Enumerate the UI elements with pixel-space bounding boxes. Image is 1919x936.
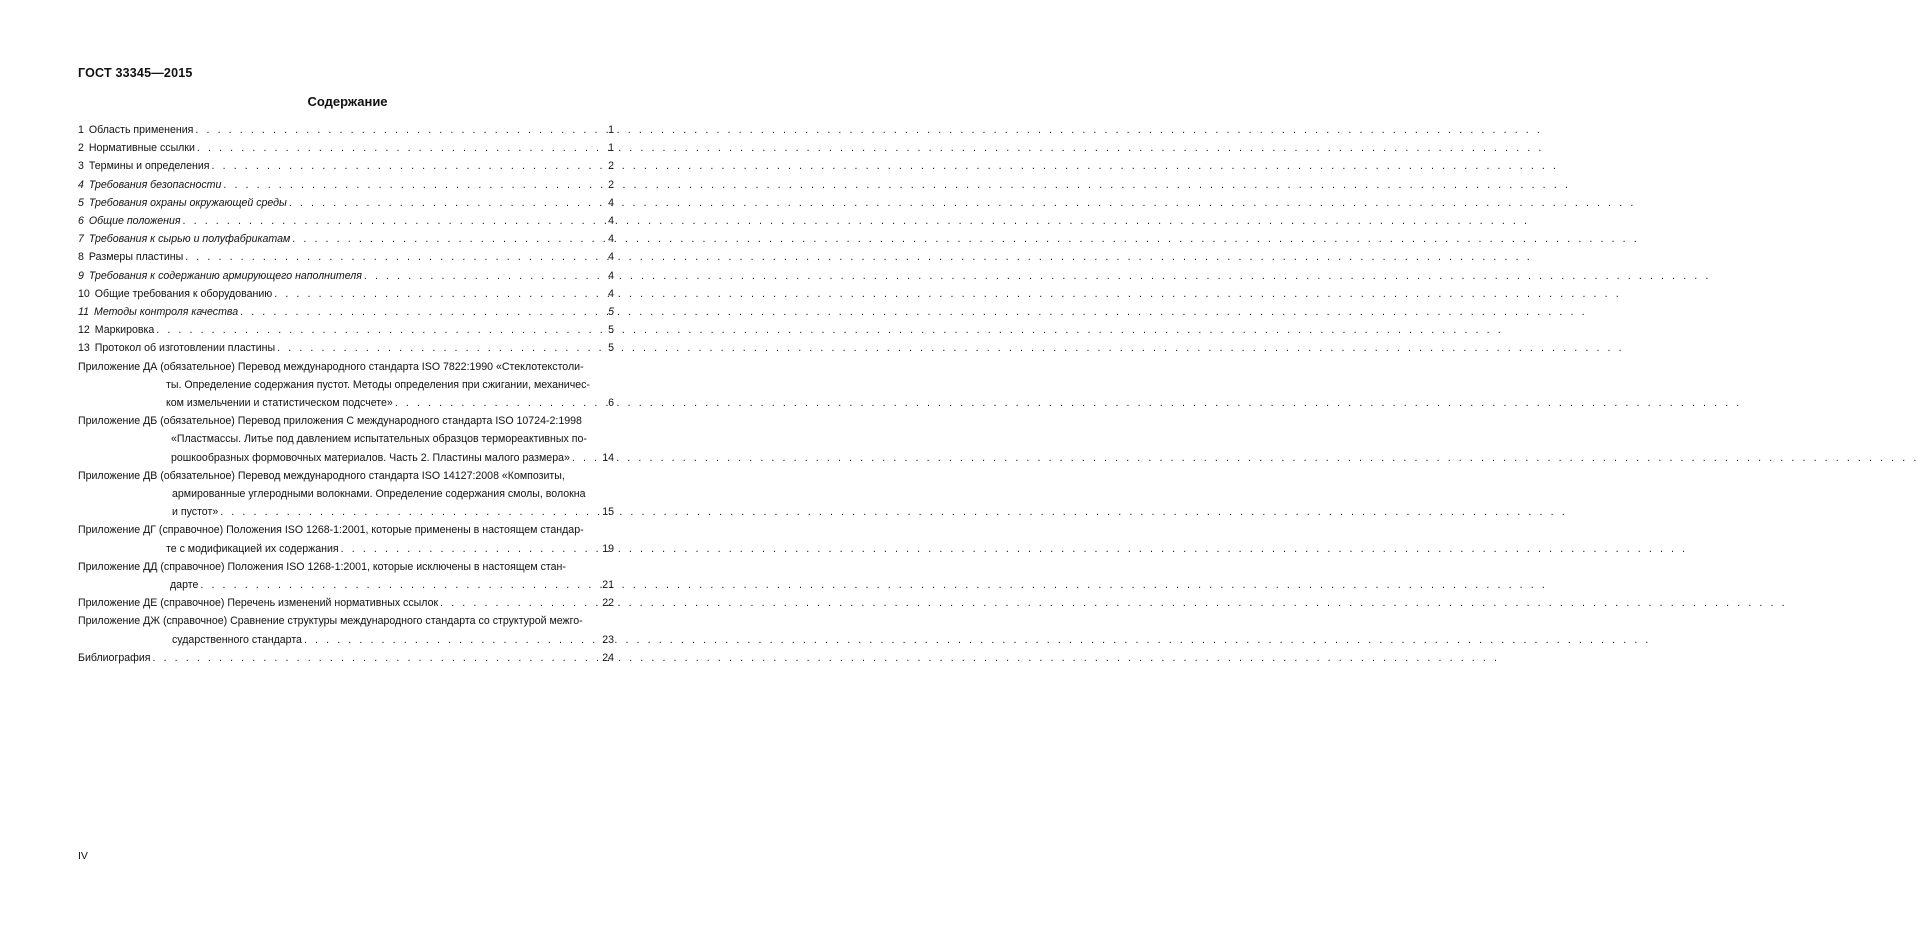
toc-item-number: 7 — [78, 233, 84, 246]
leader-dots — [570, 449, 602, 467]
toc-item-text — [78, 339, 275, 357]
leader-dots — [272, 285, 608, 303]
toc-item-text — [78, 121, 193, 139]
toc-item-10[interactable] — [78, 285, 614, 303]
bibliography-label: Библиография — [78, 651, 151, 664]
toc-item-title: Методы контроля качества — [94, 306, 239, 319]
toc-item-text — [78, 303, 238, 321]
toc-item-12[interactable] — [78, 321, 614, 339]
leader-dots — [210, 157, 609, 175]
toc-item-5[interactable] — [78, 194, 614, 212]
toc-sections — [78, 121, 614, 358]
toc-item-page: 2 — [608, 160, 614, 173]
toc-item-title: Размеры пластины — [88, 251, 184, 264]
toc-item-number: 5 — [78, 196, 84, 209]
appendix-de-line1: Приложение ДЕ (справочное) Перечень изменений нормативных ссылок — [78, 597, 439, 610]
toc-item-number: 3 — [78, 160, 84, 173]
toc-item-number: 13 — [78, 342, 90, 355]
leader-dots — [150, 649, 602, 667]
appendix-dv-line2: армированные углеродными волокнами. Определение содержания смолы, волокна — [172, 488, 586, 501]
toc-item-page: 2 — [608, 178, 614, 191]
appendix-dv-page: 15 — [602, 506, 614, 519]
toc-item-7[interactable] — [78, 230, 614, 248]
toc-item-title: Нормативные ссылки — [88, 142, 195, 155]
toc-item-number: 12 — [78, 324, 90, 337]
toc-item-8[interactable] — [78, 248, 614, 266]
toc-item-number: 11 — [78, 306, 89, 319]
bibliography-page: 24 — [602, 651, 614, 664]
appendix-da[interactable] — [78, 358, 614, 413]
toc-item-text — [78, 176, 221, 194]
toc-item-number: 8 — [78, 251, 84, 264]
toc-item-page: 4 — [608, 196, 614, 209]
leader-dots — [238, 303, 608, 321]
toc-item-title: Термины и определения — [88, 160, 210, 173]
toc-item-page: 5 — [608, 324, 614, 337]
toc-item-number: 9 — [78, 269, 84, 282]
toc-item-text — [78, 157, 210, 175]
toc-item-title: Требования к сырью и полуфабрикатам — [88, 233, 291, 246]
toc-item-page: 4 — [608, 233, 614, 246]
toc-item-title: Требования охраны окружающей среды — [88, 196, 287, 209]
appendix-da-page: 6 — [608, 397, 614, 410]
leader-dots — [339, 540, 603, 558]
toc-item-9[interactable] — [78, 267, 614, 285]
toc-item-text — [78, 139, 195, 157]
toc-item-title: Общие положения — [88, 215, 181, 228]
appendix-dv[interactable] — [78, 467, 614, 522]
bibliography-entry[interactable] — [78, 649, 614, 667]
toc-item-page: 4 — [608, 251, 614, 264]
appendix-dd-line2: дарте — [170, 579, 199, 592]
toc-item-number: 10 — [78, 287, 90, 300]
appendix-dzh-line2: сударственного стандарта — [172, 633, 302, 646]
leader-dots — [221, 176, 608, 194]
leader-dots — [290, 230, 608, 248]
page-number-roman: IV — [78, 850, 88, 862]
toc-item-title: Маркировка — [94, 324, 155, 337]
leader-dots — [181, 212, 609, 230]
appendix-dzh-page: 23 — [602, 633, 614, 646]
toc-item-title: Область применения — [88, 124, 194, 136]
appendix-db-page: 14 — [602, 451, 614, 464]
leader-dots — [393, 394, 608, 412]
toc-item-11[interactable] — [78, 303, 614, 321]
toc-item-page: 1 — [608, 124, 614, 136]
appendix-dd-page: 21 — [602, 579, 614, 592]
toc-item-page: 5 — [608, 342, 614, 355]
leader-dots — [362, 267, 608, 285]
toc-item-2[interactable] — [78, 139, 614, 157]
appendix-da-line1: Приложение ДА (обязательное) Перевод международного стандарта ISO 7822:1990 «Стеклотекстоли- — [78, 360, 584, 373]
leader-dots — [193, 121, 608, 139]
toc-item-page: 4 — [608, 215, 614, 228]
appendix-da-line2: ты. Определение содержания пустот. Методы определения при сжигании, механичес- — [166, 378, 590, 391]
toc-item-text — [78, 321, 154, 339]
toc-item-text — [78, 194, 287, 212]
appendix-dzh[interactable] — [78, 612, 614, 648]
appendix-db-line2: «Пластмассы. Литье под давлением испытательных образцов термореактивных по- — [171, 433, 587, 446]
toc-item-title: Требования безопасности — [88, 178, 222, 191]
toc-item-title: Общие требования к оборудованию — [94, 287, 273, 300]
leader-dots — [198, 576, 602, 594]
toc-item-4[interactable] — [78, 176, 614, 194]
toc-item-number: 6 — [78, 215, 84, 228]
appendix-db-line1: Приложение ДБ (обязательное) Перевод приложения С международного стандарта ISO 10724-2:1998 — [78, 415, 582, 428]
appendix-dzh-line1: Приложение ДЖ (справочное) Сравнение структуры международного стандарта со структурой межго- — [78, 615, 583, 628]
appendix-da-line3: ком измельчении и статистическом подсчете» — [166, 397, 393, 410]
appendix-dg-page: 19 — [602, 542, 614, 555]
appendix-dg-line2: те с модификацией их содержания — [166, 542, 339, 555]
appendix-dv-line3: и пустот» — [172, 506, 219, 519]
appendix-de[interactable] — [78, 594, 614, 612]
toc-item-1[interactable] — [78, 121, 614, 139]
toc-item-number: 4 — [78, 178, 84, 191]
leader-dots — [154, 321, 608, 339]
toc-item-number: 1 — [78, 124, 84, 136]
toc-item-page: 4 — [608, 287, 614, 300]
toc-item-3[interactable] — [78, 157, 614, 175]
table-of-contents — [78, 121, 614, 667]
appendix-db[interactable] — [78, 412, 614, 467]
appendix-dd-line1: Приложение ДД (справочное) Положения ISO 1268-1:2001, которые исключены в настоящем стан- — [78, 560, 566, 573]
document-page — [0, 0, 661, 936]
leader-dots — [218, 503, 602, 521]
toc-item-text — [78, 267, 362, 285]
toc-item-6[interactable] — [78, 212, 614, 230]
toc-item-text — [78, 248, 183, 266]
appendix-db-line3: рошкообразных формовочных материалов. Часть 2. Пластины малого размера» — [171, 451, 570, 464]
page-title: Содержание — [307, 94, 388, 109]
toc-item-page: 4 — [608, 269, 614, 282]
appendix-dg-line1: Приложение ДГ (справочное) Положения ISO 1268-1:2001, которые применены в настоящем стандар- — [78, 524, 584, 537]
appendix-dd[interactable] — [78, 558, 614, 594]
leader-dots — [438, 594, 602, 612]
toc-item-text — [78, 230, 290, 248]
appendix-dg[interactable] — [78, 521, 614, 557]
toc-item-title: Требования к содержанию армирующего наполнителя — [88, 269, 362, 282]
leader-dots — [183, 248, 608, 266]
standard-header: ГОСТ 33345—2015 — [78, 66, 193, 80]
leader-dots — [195, 139, 608, 157]
leader-dots — [275, 339, 608, 357]
leader-dots — [302, 631, 602, 649]
toc-item-page: 5 — [608, 306, 614, 319]
toc-item-text — [78, 212, 181, 230]
appendix-dv-line1: Приложение ДВ (обязательное) Перевод международного стандарта ISO 14127:2008 «Композиты, — [78, 469, 565, 482]
leader-dots — [287, 194, 608, 212]
toc-item-number: 2 — [78, 142, 84, 155]
toc-item-title: Протокол об изготовлении пластины — [94, 342, 276, 355]
toc-item-13[interactable] — [78, 339, 614, 357]
toc-item-text — [78, 285, 272, 303]
toc-item-page: 1 — [608, 142, 614, 155]
appendix-de-page: 22 — [602, 597, 614, 610]
